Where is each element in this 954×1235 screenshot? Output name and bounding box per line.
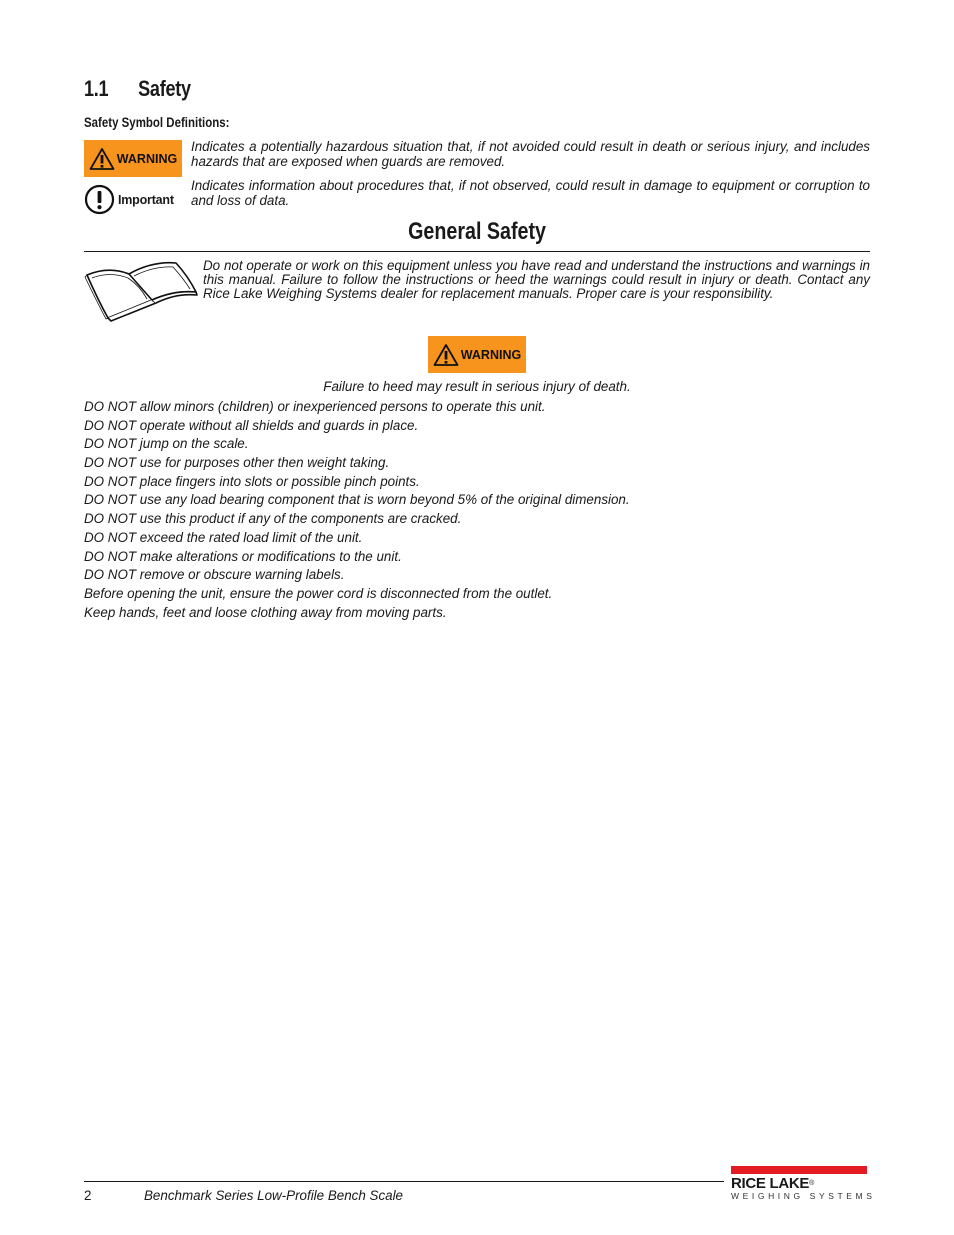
list-item: DO NOT exceed the rated load limit of the unit. — [84, 529, 363, 545]
important-badge — [84, 184, 174, 215]
list-item: DO NOT use for purposes other then weight taking. — [84, 455, 390, 471]
list-item: DO NOT operate without all shields and guards in place. — [84, 417, 419, 433]
list-item: DO NOT jump on the scale. — [84, 436, 249, 452]
exclamation-circle-icon — [84, 184, 115, 215]
section-heading — [84, 76, 191, 102]
general-warning-badge-label: WARNING — [460, 347, 522, 362]
important-badge-label: Important — [118, 192, 174, 207]
symbol-definitions-heading: Safety Symbol Definitions: — [84, 114, 230, 130]
list-item: Keep hands, feet and loose clothing away from moving parts. — [84, 604, 447, 620]
section-title: Safety — [138, 76, 191, 101]
list-item: DO NOT use any load bearing component that is worn beyond 5% of the original dimension. — [84, 492, 630, 508]
warning-triangle-icon — [89, 147, 115, 171]
page-number: 2 — [84, 1188, 92, 1203]
general-safety-heading: General Safety — [408, 218, 546, 245]
manual-notice-text: Do not operate or work on this equipment unless you have read and understand the instructions and warnings in this manual. Failure to follow the instructions or heed the warnings could result in injury or death. Contact any Rice Lake Weighing Systems dealer for replacement manuals. Proper care is your responsibility. — [203, 258, 870, 302]
important-definition-text: Indicates information about procedures that, if not observed, could result in damage to equipment or corruption to and loss of data. — [191, 178, 870, 208]
warning-definition-text: Indicates a potentially hazardous situation that, if not avoided could result in death or serious injury, and includes hazards that are exposed when guards are removed. — [191, 139, 870, 169]
list-item: Before opening the unit, ensure the power cord is disconnected from the outlet. — [84, 585, 553, 601]
warning-triangle-icon — [433, 343, 459, 367]
rice-lake-logo — [731, 1166, 876, 1201]
logo-subtitle: WEIGHING SYSTEMS — [731, 1191, 876, 1201]
list-item: DO NOT make alterations or modifications to the unit. — [84, 548, 402, 564]
list-item: DO NOT place fingers into slots or possible pinch points. — [84, 473, 420, 489]
document-title: Benchmark Series Low-Profile Bench Scale — [144, 1188, 404, 1203]
list-item: DO NOT use this product if any of the components are cracked. — [84, 511, 462, 527]
logo-red-bar — [731, 1166, 867, 1174]
warning-caption: Failure to heed may result in serious injury of death. — [323, 379, 631, 394]
general-warning-badge — [428, 336, 526, 373]
warning-badge-label: WARNING — [116, 151, 178, 166]
list-item: DO NOT allow minors (children) or inexperienced persons to operate this unit. — [84, 399, 546, 414]
warning-badge — [84, 140, 182, 177]
open-book-icon — [84, 258, 200, 322]
safety-rules-list — [84, 398, 630, 622]
footer-divider — [84, 1181, 724, 1182]
logo-name: RICE LAKE® — [731, 1175, 814, 1192]
heading-divider — [84, 251, 870, 252]
section-number: 1.1 — [84, 76, 109, 101]
list-item: DO NOT remove or obscure warning labels. — [84, 567, 345, 583]
